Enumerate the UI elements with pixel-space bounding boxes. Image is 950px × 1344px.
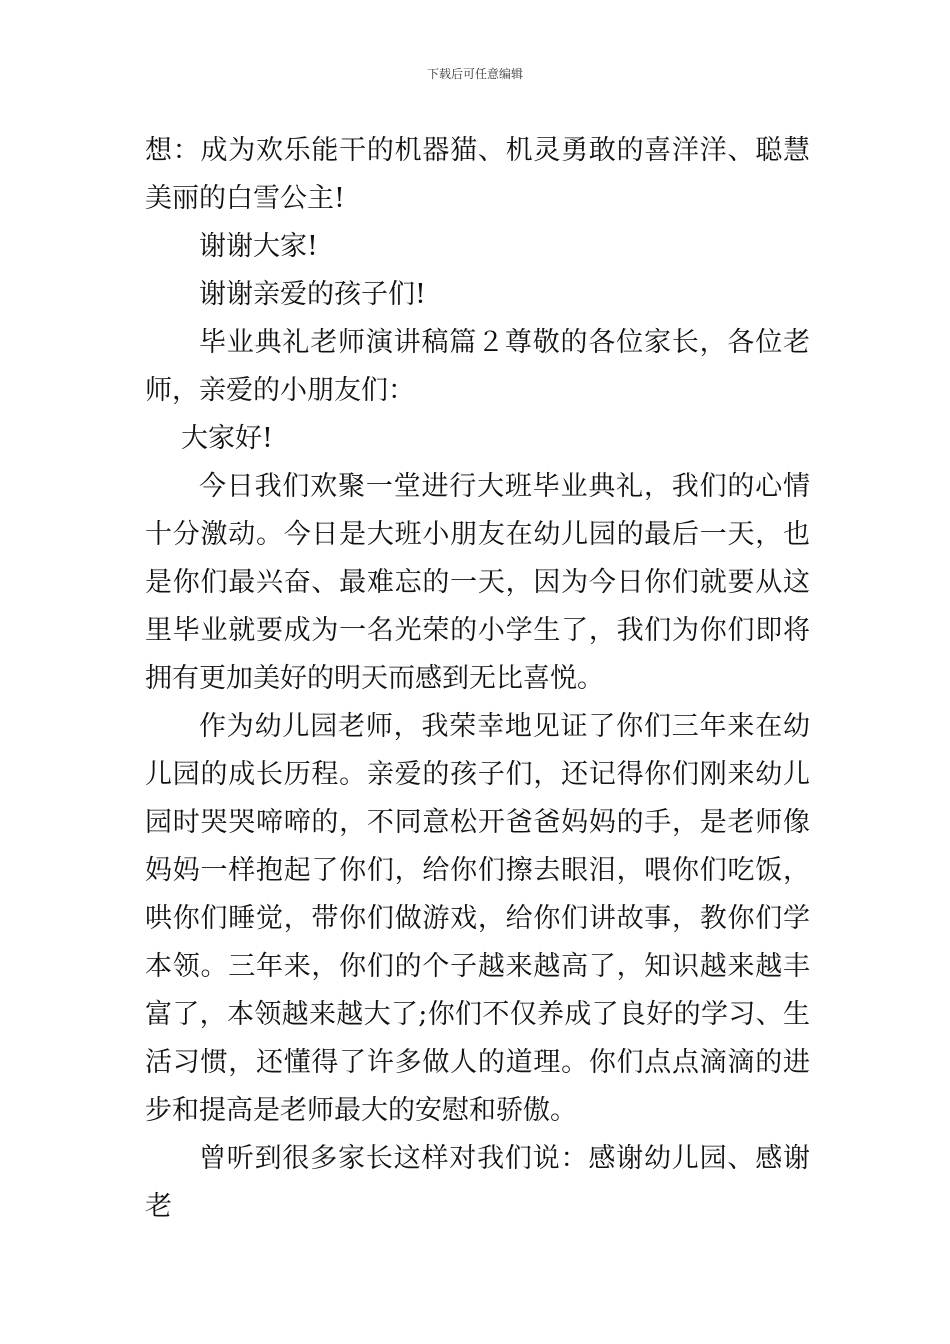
paragraph-5: 大家好! [181, 423, 273, 454]
document-body [145, 127, 810, 1231]
header-note: 下载后可任意编辑 [426, 67, 523, 81]
paragraph-7: 作为幼儿园老师，我荣幸地见证了你们三年来在幼儿园的成长历程。亲爱的孩子们，还记得你们刚来幼儿园时哭哭啼啼的，不同意松开爸爸妈妈的手，是老师像妈妈一样抱起了你们，给你们擦去眼泪，喂你们吃饭，哄你们睡觉，带你们做游戏，给你们讲故事，教你们学本领。三年来，你们的个子越来越高了，知识越来越丰富了，本领越来越大了;你们不仅养成了良好的学习、生活习惯，还懂得了许多做人的道理。你们点点滴滴的进步和提高是老师最大的安慰和骄傲。 [145, 711, 810, 1126]
paragraph-1: 想：成为欢乐能干的机器猫、机灵勇敢的喜洋洋、聪慧美丽的白雪公主! [145, 135, 810, 214]
paragraph-2: 谢谢大家! [199, 231, 318, 262]
paragraph-8: 曾听到很多家长这样对我们说：感谢幼儿园、感谢老 [145, 1143, 810, 1222]
paragraph-3: 谢谢亲爱的孩子们! [199, 279, 426, 310]
paragraph-6: 今日我们欢聚一堂进行大班毕业典礼，我们的心情十分激动。今日是大班小朋友在幼儿园的最后一天，也是你们最兴奋、最难忘的一天，因为今日你们就要从这里毕业就要成为一名光荣的小学生了，我们为你们即将拥有更加美好的明天而感到无比喜悦。 [145, 471, 810, 694]
paragraph-4: 毕业典礼老师演讲稿篇２尊敬的各位家长，各位老师，亲爱的小朋友们： [145, 327, 810, 406]
